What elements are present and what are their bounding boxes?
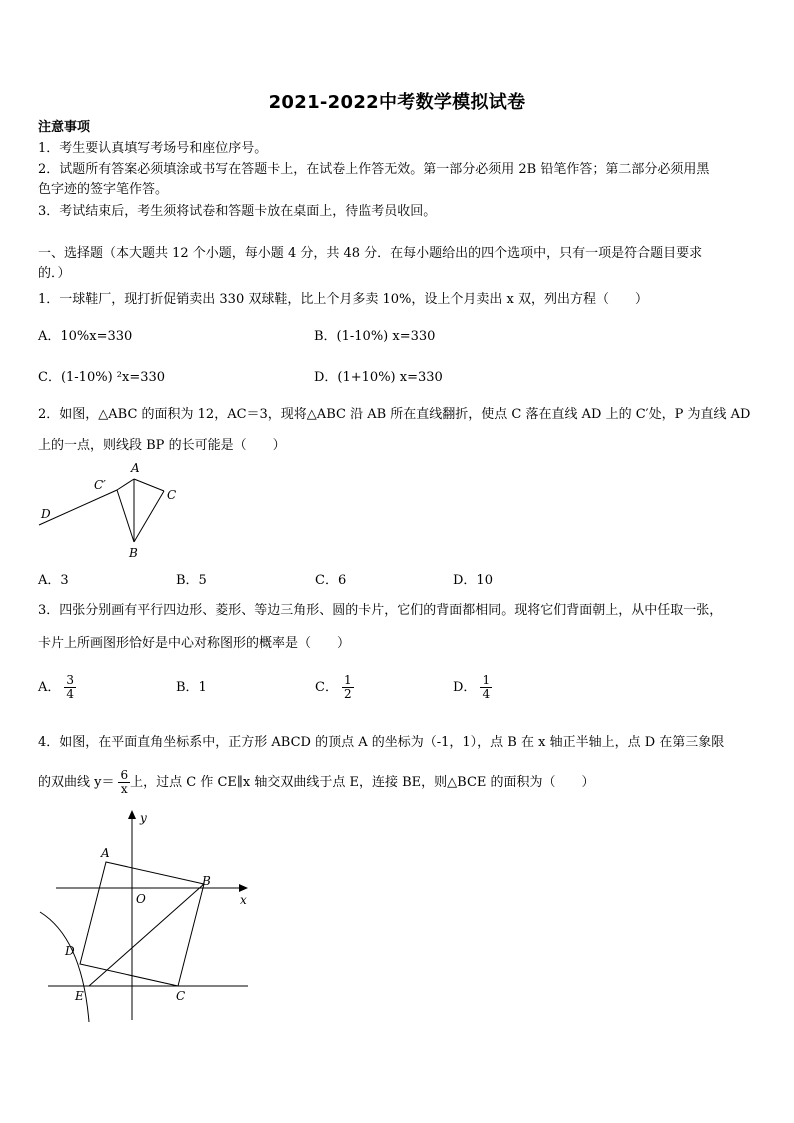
q3-option-d-fraction bbox=[480, 674, 492, 701]
q2-option-d: D．10 bbox=[453, 573, 493, 588]
label-c: C bbox=[167, 488, 177, 502]
q3-option-c-den: 2 bbox=[343, 687, 352, 701]
q3-option-c-fraction bbox=[342, 674, 354, 701]
q3-option-a bbox=[38, 670, 76, 706]
q4-stem-post: 上，过点 C 作 CE∥x 轴交双曲线于点 E，连接 BE，则△BCE 的面积为（ ） bbox=[130, 775, 595, 790]
label-a: A bbox=[101, 846, 110, 860]
page-title: 2021-2022中考数学模拟试卷 bbox=[268, 92, 526, 113]
label-c: C bbox=[176, 989, 186, 1003]
q3-option-c-num: 1 bbox=[343, 673, 352, 687]
label-b: B bbox=[129, 546, 138, 560]
q2-option-a: A．3 bbox=[38, 573, 69, 588]
label-d: D bbox=[65, 944, 75, 958]
section-heading-cont: 的．） bbox=[38, 266, 71, 281]
q3-stem: 3．四张分别画有平行四边形、菱形、等边三角形、圆的卡片，它们的背面都相同。现将它们背面朝上，从中任取一张， bbox=[38, 603, 723, 618]
line-d-c-prime bbox=[39, 490, 117, 525]
line-a-c bbox=[134, 479, 164, 491]
q4-stem-pre: 的双曲线 y＝ bbox=[38, 775, 115, 790]
q3-option-a-label: A． bbox=[38, 680, 61, 695]
q3-option-d bbox=[453, 670, 492, 706]
q3-option-a-den: 4 bbox=[66, 687, 75, 701]
q3-option-b: B．1 bbox=[176, 680, 207, 695]
q3-option-d-num: 1 bbox=[482, 673, 491, 687]
label-e: E bbox=[75, 989, 84, 1003]
y-axis-arrow bbox=[128, 810, 136, 819]
q3-option-d-label: D． bbox=[453, 680, 477, 695]
label-x: x bbox=[240, 893, 247, 907]
hyperbola-curve bbox=[40, 912, 89, 1022]
line-c-prime-a bbox=[117, 479, 134, 490]
segment-be bbox=[89, 884, 204, 986]
q3-option-a-num: 3 bbox=[66, 673, 75, 687]
q4-fraction-den: x bbox=[118, 782, 130, 796]
label-y: y bbox=[140, 811, 147, 825]
notice-heading: 注意事项 bbox=[38, 120, 91, 135]
q2-option-b: B．5 bbox=[176, 573, 207, 588]
q3-option-c bbox=[315, 670, 354, 706]
label-d: D bbox=[41, 507, 51, 521]
q4-hyperbola-fraction bbox=[118, 769, 130, 796]
q2-stem: 2．如图，△ABC 的面积为 12，AC＝3，现将△ABC 沿 AB 所在直线翻折，使点 C 落在直线 AD 上的 C′处，P 为直线 AD bbox=[38, 407, 751, 422]
q3-option-c-label: C． bbox=[315, 680, 338, 695]
q1-option-a: A．10%x=330 bbox=[38, 329, 133, 344]
q3-stem-cont: 卡片上所画图形恰好是中心对称图形的概率是（ ） bbox=[38, 636, 351, 651]
q4-stem: 4．如图，在平面直角坐标系中，正方形 ABCD 的顶点 A 的坐标为（-1，1），点 B 在 x 轴正半轴上，点 D 在第三象限 bbox=[38, 735, 725, 750]
q4-fraction-num: 6 bbox=[120, 768, 129, 782]
notice-item-3: 3．考试结束后，考生须将试卷和答题卡放在桌面上，待监考员收回。 bbox=[38, 204, 437, 219]
q1-option-c: C．(1-10%) ²x=330 bbox=[38, 370, 166, 385]
q1-stem: 1．一球鞋厂，现打折促销卖出 330 双球鞋，比上个月多卖 10%，设上个月卖出 x 双，列出方程（ ） bbox=[38, 292, 648, 307]
section-heading: 一、选择题（本大题共 12 个小题，每小题 4 分，共 48 分．在每小题给出的四个选项中，只有一项是符合题目要求 bbox=[38, 246, 703, 261]
q4-stem-cont bbox=[38, 766, 595, 800]
label-a: A bbox=[131, 461, 140, 475]
line-c-b bbox=[134, 491, 164, 542]
x-axis-arrow bbox=[239, 884, 248, 892]
square-abcd bbox=[80, 862, 204, 986]
label-o: O bbox=[136, 892, 146, 906]
q2-option-c: C．6 bbox=[315, 573, 347, 588]
line-c-prime-b bbox=[117, 490, 134, 542]
q4-figure bbox=[36, 808, 256, 1028]
q2-figure bbox=[36, 458, 186, 564]
q3-option-a-fraction bbox=[64, 674, 76, 701]
notice-item-1: 1．考生要认真填写考场号和座位序号。 bbox=[38, 141, 268, 156]
q1-option-d: D．(1+10%) x=330 bbox=[314, 370, 443, 385]
label-b: B bbox=[202, 874, 211, 888]
q2-stem-cont: 上的一点，则线段 BP 的长可能是（ ） bbox=[38, 438, 286, 453]
q3-option-d-den: 4 bbox=[482, 687, 491, 701]
q1-option-b: B．(1-10%) x=330 bbox=[314, 329, 436, 344]
notice-item-2-cont: 色字迹的签字笔作答。 bbox=[38, 182, 169, 197]
label-c-prime: C′ bbox=[94, 478, 106, 492]
notice-item-2: 2．试题所有答案必须填涂或书写在答题卡上，在试卷上作答无效。第一部分必须用 2B 铅笔作答；第二部分必须用黑 bbox=[38, 162, 710, 177]
